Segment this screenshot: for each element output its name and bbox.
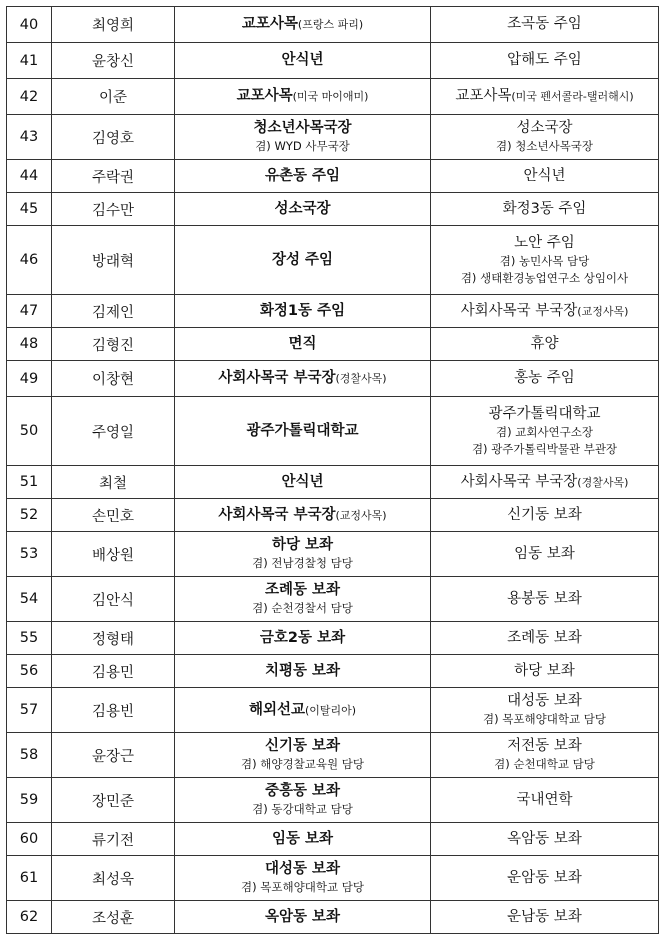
previous-assignment (431, 856, 659, 901)
new-assignment-title: 유촌동 주임 (264, 167, 341, 184)
previous-assignment (431, 622, 659, 655)
previous-assignment-title: 국내연학 (516, 791, 573, 808)
new-assignment-line (175, 662, 430, 681)
new-assignment-concurrent-duty: 겸) WYD 사무국장 (255, 139, 350, 153)
appointment-table-body (7, 7, 659, 934)
table-row (7, 193, 659, 226)
table-row (7, 7, 659, 43)
previous-assignment-line (431, 737, 658, 756)
previous-assignment-line (431, 869, 658, 888)
previous-assignment-title: 홍농 주임 (514, 370, 575, 386)
previous-assignment (431, 733, 659, 778)
previous-assignment-line (431, 51, 658, 70)
previous-assignment (431, 160, 659, 193)
table-row (7, 823, 659, 856)
row-number: 55 (7, 622, 52, 655)
new-assignment-title: 치평동 보좌 (264, 662, 341, 679)
new-assignment-line (175, 782, 430, 801)
previous-assignment (431, 577, 659, 622)
previous-assignment (431, 532, 659, 577)
priest-name: 장민준 (52, 778, 175, 823)
new-assignment-title: 성소국장 (274, 200, 331, 217)
new-assignment-title: 옥암동 보좌 (264, 908, 341, 925)
previous-assignment-title: 용봉동 보좌 (507, 590, 582, 607)
table-row (7, 499, 659, 532)
previous-assignment-title: 압해도 주임 (507, 52, 582, 68)
previous-assignment-line (431, 405, 658, 424)
table-row (7, 295, 659, 328)
row-number: 59 (7, 778, 52, 823)
new-assignment (175, 43, 431, 79)
new-assignment-line (175, 860, 430, 879)
new-assignment (175, 499, 431, 532)
previous-assignment-title: 저전동 보좌 (507, 738, 582, 754)
previous-assignment-line (431, 908, 658, 927)
previous-assignment-title: 안식년 (523, 167, 566, 184)
new-assignment-line (175, 15, 430, 34)
priest-name: 이창현 (52, 361, 175, 397)
row-number: 60 (7, 823, 52, 856)
row-number: 54 (7, 577, 52, 622)
row-number: 41 (7, 43, 52, 79)
previous-assignment-title: 사회사목국 부국장 (460, 473, 578, 490)
table-row (7, 397, 659, 466)
previous-assignment (431, 226, 659, 295)
new-assignment (175, 577, 431, 622)
new-assignment-line (175, 335, 430, 354)
new-assignment-line (175, 830, 430, 849)
new-assignment-line (175, 51, 430, 70)
new-assignment (175, 397, 431, 466)
new-assignment (175, 856, 431, 901)
previous-assignment-line (431, 15, 658, 34)
table-row (7, 43, 659, 79)
previous-assignment-note: (미국 펜서콜라-탤러해시) (511, 90, 634, 103)
previous-assignment-line (431, 791, 658, 810)
previous-assignment-title: 운남동 보좌 (507, 908, 582, 925)
new-assignment (175, 160, 431, 193)
row-number: 43 (7, 115, 52, 160)
new-assignment-title: 중흥동 보좌 (264, 783, 341, 799)
appointment-table (6, 6, 659, 934)
priest-name: 김안식 (52, 577, 175, 622)
previous-assignment-title: 노안 주임 (514, 234, 575, 251)
previous-assignment-concurrent-duty: 겸) 교회사연구소장 (495, 424, 593, 439)
new-assignment (175, 733, 431, 778)
new-assignment-title: 신기동 보좌 (264, 738, 341, 754)
new-assignment-title: 청소년사목국장 (253, 120, 352, 136)
new-assignment-note: (이탈리아) (304, 703, 357, 717)
priest-name: 최철 (52, 466, 175, 499)
new-assignment (175, 622, 431, 655)
previous-assignment-line (431, 545, 658, 564)
priest-name: 주영일 (52, 397, 175, 466)
previous-assignment (431, 115, 659, 160)
table-row (7, 226, 659, 295)
row-number: 62 (7, 901, 52, 934)
previous-assignment-line (431, 302, 658, 321)
priest-name: 김형진 (52, 328, 175, 361)
new-assignment-title: 장성 주임 (271, 251, 334, 268)
new-assignment-title: 대성동 보좌 (264, 861, 341, 877)
table-row (7, 532, 659, 577)
table-row (7, 655, 659, 688)
previous-assignment (431, 688, 659, 733)
new-assignment-title: 교포사목 (236, 88, 293, 104)
new-assignment-title: 광주가톨릭대학교 (246, 422, 359, 439)
row-number: 53 (7, 532, 52, 577)
priest-name: 김제인 (52, 295, 175, 328)
previous-assignment-concurrent-duty: 겸) 광주가톨릭박물관 부관장 (471, 441, 618, 456)
new-assignment-note: (교정사목) (335, 508, 387, 522)
new-assignment-line (175, 908, 430, 927)
new-assignment-line (175, 473, 430, 492)
priest-name: 조성훈 (52, 901, 175, 934)
table-row (7, 79, 659, 115)
row-number: 47 (7, 295, 52, 328)
row-number: 45 (7, 193, 52, 226)
priest-name: 윤창신 (52, 43, 175, 79)
new-assignment-line (175, 167, 430, 186)
table-row (7, 160, 659, 193)
new-assignment-title: 금호2동 보좌 (259, 629, 346, 646)
previous-assignment (431, 397, 659, 466)
row-number: 49 (7, 361, 52, 397)
priest-name: 최성욱 (52, 856, 175, 901)
previous-assignment-note: (경찰사목) (577, 475, 629, 489)
previous-assignment-line (431, 87, 658, 106)
new-assignment-title: 안식년 (281, 473, 324, 490)
previous-assignment-title: 운암동 보좌 (507, 869, 582, 886)
new-assignment-concurrent-duty: 겸) 해양경찰교육원 담당 (241, 757, 364, 771)
previous-assignment-concurrent-duty: 겸) 농민사목 담당 (499, 253, 590, 268)
previous-assignment-line (431, 473, 658, 492)
new-assignment-line (175, 536, 430, 555)
new-assignment-concurrent-duty: 겸) 전남경찰청 담당 (252, 556, 353, 570)
new-assignment (175, 226, 431, 295)
table-row (7, 733, 659, 778)
previous-assignment-line (431, 369, 658, 388)
previous-assignment-line (431, 335, 658, 354)
table-row (7, 328, 659, 361)
row-number: 51 (7, 466, 52, 499)
row-number: 44 (7, 160, 52, 193)
new-assignment-title: 안식년 (281, 52, 324, 68)
previous-assignment-line (431, 692, 658, 711)
previous-assignment-title: 대성동 보좌 (507, 693, 582, 709)
previous-assignment (431, 328, 659, 361)
row-number: 40 (7, 7, 52, 43)
table-row (7, 622, 659, 655)
previous-assignment-title: 하당 보좌 (514, 662, 575, 679)
new-assignment-title: 임동 보좌 (271, 830, 334, 847)
previous-assignment-line (431, 234, 658, 253)
previous-assignment-title: 옥암동 보좌 (507, 830, 582, 847)
priest-name: 손민호 (52, 499, 175, 532)
new-assignment (175, 778, 431, 823)
table-row (7, 466, 659, 499)
previous-assignment-line (431, 830, 658, 849)
priest-name: 윤장근 (52, 733, 175, 778)
previous-assignment (431, 466, 659, 499)
new-assignment-line (175, 251, 430, 270)
previous-assignment-title: 신기동 보좌 (507, 506, 582, 523)
priest-name: 김영호 (52, 115, 175, 160)
new-assignment (175, 655, 431, 688)
previous-assignment-line (431, 200, 658, 219)
new-assignment-line (175, 737, 430, 756)
new-assignment-concurrent-duty: 겸) 목포해양대학교 담당 (241, 880, 364, 894)
new-assignment-line (175, 87, 430, 106)
new-assignment-title: 면직 (288, 335, 317, 352)
new-assignment (175, 688, 431, 733)
priest-name: 김용빈 (52, 688, 175, 733)
previous-assignment (431, 193, 659, 226)
new-assignment-title: 사회사목국 부국장 (218, 506, 336, 523)
previous-assignment-line (431, 662, 658, 681)
table-row (7, 778, 659, 823)
table-row (7, 688, 659, 733)
priest-name: 류기전 (52, 823, 175, 856)
previous-assignment-line (431, 506, 658, 525)
previous-assignment-title: 휴양 (530, 335, 559, 352)
priest-name: 최영희 (52, 7, 175, 43)
new-assignment (175, 466, 431, 499)
priest-name: 주락권 (52, 160, 175, 193)
previous-assignment-concurrent-duty: 겸) 청소년사목국장 (495, 139, 593, 153)
previous-assignment (431, 7, 659, 43)
new-assignment-line (175, 581, 430, 600)
new-assignment-concurrent-duty: 겸) 동강대학교 담당 (252, 802, 353, 816)
previous-assignment (431, 655, 659, 688)
row-number: 61 (7, 856, 52, 901)
new-assignment-title: 교포사목 (241, 16, 298, 32)
previous-assignment-title: 성소국장 (516, 120, 573, 136)
previous-assignment-concurrent-duty: 겸) 목포해양대학교 담당 (483, 712, 606, 726)
row-number: 48 (7, 328, 52, 361)
table-row (7, 577, 659, 622)
new-assignment-note: (경찰사목) (335, 372, 387, 385)
new-assignment (175, 823, 431, 856)
previous-assignment-title: 사회사목국 부국장 (460, 302, 578, 319)
new-assignment (175, 361, 431, 397)
table-row (7, 856, 659, 901)
new-assignment-line (175, 119, 430, 138)
priest-name: 이준 (52, 79, 175, 115)
new-assignment-title: 해외선교 (248, 701, 305, 718)
previous-assignment-line (431, 119, 658, 138)
previous-assignment (431, 361, 659, 397)
new-assignment-line (175, 369, 430, 388)
priest-name: 방래혁 (52, 226, 175, 295)
previous-assignment-concurrent-duty: 겸) 순천대학교 담당 (494, 757, 595, 771)
previous-assignment (431, 778, 659, 823)
table-row (7, 115, 659, 160)
previous-assignment (431, 79, 659, 115)
row-number: 56 (7, 655, 52, 688)
new-assignment-note: (미국 마이애미) (292, 90, 369, 103)
previous-assignment-title: 교포사목 (455, 88, 512, 104)
new-assignment-title: 화정1동 주임 (259, 302, 346, 319)
previous-assignment-line (431, 629, 658, 648)
new-assignment-line (175, 701, 430, 720)
new-assignment (175, 328, 431, 361)
new-assignment-title: 하당 보좌 (271, 537, 334, 553)
new-assignment-line (175, 302, 430, 321)
previous-assignment (431, 823, 659, 856)
previous-assignment-note: (교정사목) (577, 304, 629, 318)
priest-name: 배상원 (52, 532, 175, 577)
new-assignment-note: (프랑스 파리) (297, 18, 364, 31)
new-assignment-line (175, 200, 430, 219)
new-assignment (175, 532, 431, 577)
previous-assignment-title: 조례동 보좌 (507, 629, 582, 646)
row-number: 42 (7, 79, 52, 115)
new-assignment (175, 115, 431, 160)
priest-name: 김용민 (52, 655, 175, 688)
table-row (7, 361, 659, 397)
previous-assignment (431, 499, 659, 532)
priest-name: 김수만 (52, 193, 175, 226)
row-number: 52 (7, 499, 52, 532)
previous-assignment-line (431, 167, 658, 186)
new-assignment-title: 조례동 보좌 (264, 582, 341, 598)
new-assignment (175, 193, 431, 226)
new-assignment (175, 7, 431, 43)
new-assignment-concurrent-duty: 겸) 순천경찰서 담당 (252, 601, 353, 615)
previous-assignment-title: 임동 보좌 (514, 545, 575, 562)
new-assignment-title: 사회사목국 부국장 (218, 370, 336, 386)
previous-assignment-title: 조곡동 주임 (507, 16, 582, 32)
previous-assignment-title: 화정3동 주임 (502, 200, 587, 217)
previous-assignment-concurrent-duty: 겸) 생태환경농업연구소 상임이사 (460, 270, 629, 285)
new-assignment-line (175, 629, 430, 648)
row-number: 58 (7, 733, 52, 778)
previous-assignment (431, 43, 659, 79)
previous-assignment-line (431, 590, 658, 609)
row-number: 46 (7, 226, 52, 295)
previous-assignment (431, 295, 659, 328)
previous-assignment-title: 광주가톨릭대학교 (488, 405, 601, 422)
new-assignment (175, 295, 431, 328)
row-number: 57 (7, 688, 52, 733)
new-assignment (175, 79, 431, 115)
row-number: 50 (7, 397, 52, 466)
priest-name: 정형태 (52, 622, 175, 655)
new-assignment-line (175, 422, 430, 441)
new-assignment-line (175, 506, 430, 525)
